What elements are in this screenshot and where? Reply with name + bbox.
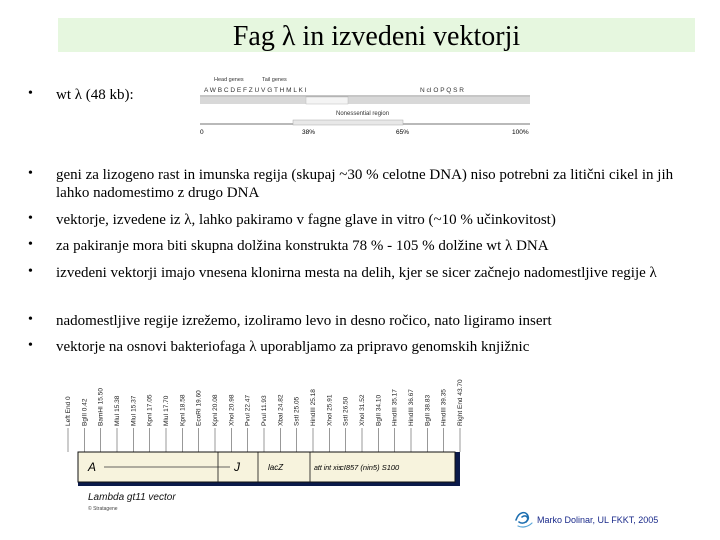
restriction-site-label: HindIII 36.67	[408, 389, 415, 426]
restriction-site-label: HindIII 25.18	[310, 389, 317, 426]
restriction-site-label: Right End 43.70	[457, 379, 464, 426]
left-arm-bar	[200, 97, 306, 104]
restriction-site-label: HindIII 39.35	[440, 389, 448, 426]
restriction-site-label: MluI 17.70	[163, 395, 170, 426]
restriction-site-label: BglII 0.42	[81, 398, 89, 426]
restriction-site-label: XhoI 25.91	[326, 394, 334, 426]
restriction-site-label: XhoI 20.98	[228, 394, 236, 426]
nonessential-label: Nonessential region	[336, 111, 390, 117]
bullet-genomic-libraries: vektorje na osnovi bakteriofaga λ uporabljamo za pripravo genomskih knjižnic	[56, 339, 530, 355]
restriction-site-label: PvuI 22.47	[244, 394, 252, 426]
vector-title: Lambda gt11 vector	[88, 492, 176, 503]
restriction-site-label: XbaI 24.82	[277, 394, 285, 426]
head-genes-label: Head genes	[214, 77, 244, 83]
bullet-wt-lambda: wt λ (48 kb):	[56, 87, 134, 103]
scale-100: 100%	[512, 129, 529, 136]
segment-lacZ: lacZ	[268, 463, 284, 472]
bullet-construct-length: za pakiranje mora biti skupna dolžina konstrukta 78 % - 105 % dolžine wt λ DNA	[56, 238, 549, 254]
segment-cI857: cI857 (nin5) S100	[340, 463, 400, 472]
bullet-marker: •	[28, 264, 33, 279]
nonessential-bar	[306, 97, 348, 104]
restriction-site-label: HindIII 35.17	[391, 389, 399, 426]
bullet-marker: •	[28, 211, 33, 226]
bullet-marker: •	[28, 166, 33, 181]
restriction-site-label: SstI 26.50	[342, 396, 350, 426]
copyright: © Stratagene	[88, 506, 118, 512]
slide-title: Fag λ in izvedeni vektorji	[232, 21, 521, 52]
scale-65: 65%	[396, 129, 410, 136]
scale-38: 38%	[302, 129, 316, 136]
right-genes-label: N cI O P Q S R	[420, 87, 464, 94]
left-genes-label: A W B C D E F Z U V G T H M L K I	[204, 87, 307, 94]
segment-J: J	[234, 460, 240, 474]
bullet-excise-regions: nadomestljive regije izrežemo, izoliramo levo in desno ročico, nato ligiramo insert	[56, 313, 552, 329]
bullet-marker: •	[28, 86, 33, 101]
scale-0: 0	[200, 129, 204, 136]
lambda-genome-map	[198, 74, 533, 136]
footer-author: Marko Dolinar, UL FKKT, 2005	[537, 515, 659, 525]
restriction-site-label: KpnI 20.08	[212, 394, 219, 426]
restriction-site-label: MluI 15.38	[114, 395, 121, 426]
restriction-site-label: EcoRI 19.60	[195, 390, 203, 426]
segment-att-int-xis: att int xis	[314, 465, 342, 472]
bullet-marker: •	[28, 237, 33, 252]
bullet-marker: •	[28, 312, 33, 327]
restriction-site-label: Left End 0	[65, 396, 72, 426]
restriction-site-label: SstI 25.05	[293, 396, 301, 426]
right-arm-bar	[348, 97, 530, 104]
tail-genes-label: Tail genes	[262, 77, 287, 83]
restriction-site-label: MluI 15.37	[130, 395, 138, 426]
bullet-marker: •	[28, 338, 33, 353]
segment-A: A	[88, 460, 97, 474]
restriction-site-labels	[65, 379, 464, 452]
bullet-packaging-in-vitro: vektorje, izvedene iz λ, lahko pakiramo v fagne glave in vitro (~10 % učinkovitost)	[56, 212, 556, 228]
bullet-cloning-sites: izvedeni vektorji imajo vnesena klonirna mesta na delih, kjer se sicer začnejo nadomestljive regije λ	[56, 265, 657, 281]
bullet-lysogenic-genes: geni za lizogeno rast in imunska regija (skupaj ~30 % celotne DNA) niso potrebni za litični cikel in jih lahko nadomestimo z drugo DNA	[56, 167, 674, 201]
restriction-site-label: BglII 34.10	[375, 394, 383, 426]
restriction-site-label: XhoI 31.52	[359, 394, 366, 426]
lambda-gt11-vector-map	[58, 352, 472, 520]
restriction-site-label: PvuI 11.93	[261, 395, 268, 426]
restriction-site-label: KpnI 17.05	[146, 394, 154, 426]
restriction-site-label: BamHI 15.50	[97, 388, 105, 426]
restriction-site-label: KpnI 18.58	[179, 394, 187, 426]
restriction-site-label: BglII 38.83	[424, 394, 432, 426]
